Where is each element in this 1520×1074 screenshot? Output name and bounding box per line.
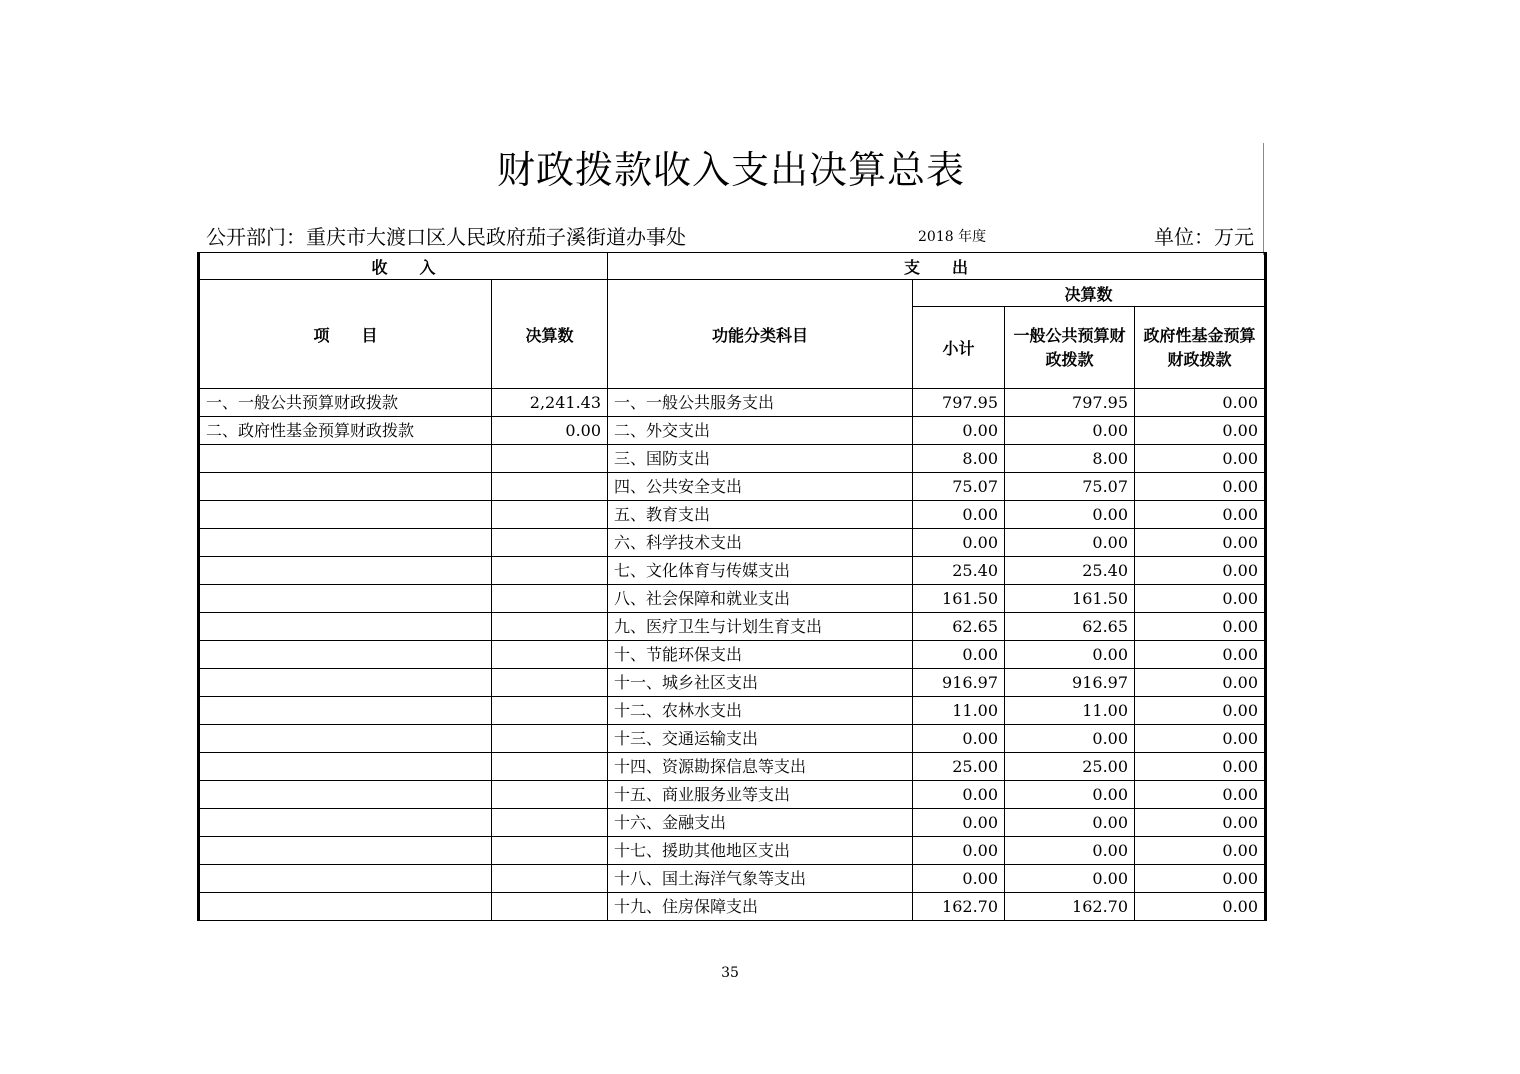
general-budget-cell: 0.00	[1005, 837, 1135, 865]
table-subheader-row	[199, 280, 1266, 307]
function-category-cell: 十五、商业服务业等支出	[608, 781, 913, 809]
income-amount-cell	[492, 809, 608, 837]
function-category-cell: 六、科学技术支出	[608, 529, 913, 557]
general-budget-cell: 0.00	[1005, 501, 1135, 529]
income-amount-cell	[492, 529, 608, 557]
gov-fund-cell: 0.00	[1135, 893, 1266, 921]
table-row	[199, 641, 1266, 669]
function-category-cell: 十一、城乡社区支出	[608, 669, 913, 697]
general-budget-cell: 0.00	[1005, 725, 1135, 753]
general-budget-cell: 25.00	[1005, 753, 1135, 781]
function-category-header: 功能分类科目	[608, 280, 913, 389]
table-row	[199, 585, 1266, 613]
gov-fund-cell: 0.00	[1135, 445, 1266, 473]
function-category-cell: 九、医疗卫生与计划生育支出	[608, 613, 913, 641]
gov-fund-cell: 0.00	[1135, 781, 1266, 809]
income-item-cell	[199, 809, 492, 837]
income-amount-header: 决算数	[492, 280, 608, 389]
income-item-cell	[199, 641, 492, 669]
gov-fund-cell: 0.00	[1135, 865, 1266, 893]
subtotal-cell: 0.00	[913, 501, 1005, 529]
function-category-cell: 十二、农林水支出	[608, 697, 913, 725]
income-amount-cell	[492, 557, 608, 585]
income-amount-cell: 2,241.43	[492, 389, 608, 417]
function-category-cell: 十六、金融支出	[608, 809, 913, 837]
gov-fund-header: 政府性基金预算财政拨款	[1135, 307, 1266, 389]
table-row	[199, 865, 1266, 893]
income-item-cell	[199, 529, 492, 557]
table-row	[199, 893, 1266, 921]
item-header: 项 目	[199, 280, 492, 389]
income-amount-cell	[492, 893, 608, 921]
function-category-cell: 一、一般公共服务支出	[608, 389, 913, 417]
income-amount-cell	[492, 697, 608, 725]
income-item-cell	[199, 557, 492, 585]
budget-table	[197, 252, 1267, 921]
income-item-cell	[199, 725, 492, 753]
function-category-cell: 十四、资源勘探信息等支出	[608, 753, 913, 781]
income-amount-cell	[492, 445, 608, 473]
income-item-cell	[199, 473, 492, 501]
subtotal-cell: 0.00	[913, 641, 1005, 669]
income-item-cell	[199, 697, 492, 725]
table-row	[199, 753, 1266, 781]
table-row	[199, 529, 1266, 557]
income-item-cell	[199, 837, 492, 865]
income-item-cell	[199, 445, 492, 473]
table-body	[199, 389, 1266, 921]
income-item-cell: 二、政府性基金预算财政拨款	[199, 417, 492, 445]
income-item-cell	[199, 781, 492, 809]
subtotal-cell: 25.00	[913, 753, 1005, 781]
table-row	[199, 557, 1266, 585]
expense-group-header: 支 出	[608, 253, 1266, 280]
income-item-cell	[199, 669, 492, 697]
income-item-cell	[199, 893, 492, 921]
gov-fund-cell: 0.00	[1135, 669, 1266, 697]
table-row	[199, 781, 1266, 809]
subtotal-cell: 161.50	[913, 585, 1005, 613]
table-row	[199, 613, 1266, 641]
table-row	[199, 669, 1266, 697]
function-category-cell: 十八、国土海洋气象等支出	[608, 865, 913, 893]
gov-fund-cell: 0.00	[1135, 501, 1266, 529]
unit-label: 单位：万元	[1154, 225, 1254, 249]
subtotal-cell: 62.65	[913, 613, 1005, 641]
income-item-cell	[199, 501, 492, 529]
table-row	[199, 809, 1266, 837]
income-amount-cell	[492, 669, 608, 697]
income-amount-cell	[492, 753, 608, 781]
general-budget-cell: 916.97	[1005, 669, 1135, 697]
income-amount-cell	[492, 501, 608, 529]
subtotal-cell: 0.00	[913, 809, 1005, 837]
table-row	[199, 417, 1266, 445]
gov-fund-cell: 0.00	[1135, 557, 1266, 585]
general-budget-cell: 62.65	[1005, 613, 1135, 641]
function-category-cell: 八、社会保障和就业支出	[608, 585, 913, 613]
income-amount-cell	[492, 613, 608, 641]
subtotal-header: 小计	[913, 307, 1005, 389]
income-amount-cell	[492, 837, 608, 865]
general-budget-cell: 0.00	[1005, 417, 1135, 445]
fiscal-year-label: 2018 年度	[918, 229, 987, 245]
table-row	[199, 473, 1266, 501]
subtotal-cell: 916.97	[913, 669, 1005, 697]
table-row	[199, 837, 1266, 865]
gov-fund-cell: 0.00	[1135, 753, 1266, 781]
subtotal-cell: 25.40	[913, 557, 1005, 585]
table-group-header	[199, 253, 1266, 280]
gov-fund-cell: 0.00	[1135, 697, 1266, 725]
income-item-cell	[199, 585, 492, 613]
income-item-cell: 一、一般公共预算财政拨款	[199, 389, 492, 417]
subtotal-cell: 797.95	[913, 389, 1005, 417]
expense-amount-group-header: 决算数	[913, 280, 1266, 307]
subtotal-cell: 162.70	[913, 893, 1005, 921]
general-budget-header: 一般公共预算财政拨款	[1005, 307, 1135, 389]
income-item-cell	[199, 753, 492, 781]
table-row	[199, 501, 1266, 529]
function-category-cell: 十三、交通运输支出	[608, 725, 913, 753]
income-group-header: 收 入	[199, 253, 608, 280]
income-amount-cell	[492, 473, 608, 501]
function-category-cell: 十九、住房保障支出	[608, 893, 913, 921]
general-budget-cell: 25.40	[1005, 557, 1135, 585]
function-category-cell: 四、公共安全支出	[608, 473, 913, 501]
subtotal-cell: 0.00	[913, 837, 1005, 865]
subtotal-cell: 0.00	[913, 781, 1005, 809]
general-budget-cell: 162.70	[1005, 893, 1135, 921]
subtotal-cell: 0.00	[913, 529, 1005, 557]
department-label: 公开部门：重庆市大渡口区人民政府茄子溪街道办事处	[206, 225, 686, 249]
general-budget-cell: 8.00	[1005, 445, 1135, 473]
table-row	[199, 445, 1266, 473]
income-amount-cell	[492, 865, 608, 893]
gov-fund-cell: 0.00	[1135, 529, 1266, 557]
table-row	[199, 389, 1266, 417]
general-budget-cell: 797.95	[1005, 389, 1135, 417]
function-category-cell: 二、外交支出	[608, 417, 913, 445]
general-budget-cell: 0.00	[1005, 641, 1135, 669]
function-category-cell: 五、教育支出	[608, 501, 913, 529]
subtotal-cell: 0.00	[913, 865, 1005, 893]
table-row	[199, 697, 1266, 725]
function-category-cell: 十七、援助其他地区支出	[608, 837, 913, 865]
general-budget-cell: 11.00	[1005, 697, 1135, 725]
subtotal-cell: 0.00	[913, 725, 1005, 753]
income-amount-cell	[492, 641, 608, 669]
gov-fund-cell: 0.00	[1135, 417, 1266, 445]
document-title: 财政拨款收入支出决算总表	[496, 148, 965, 192]
function-category-cell: 三、国防支出	[608, 445, 913, 473]
income-amount-cell	[492, 725, 608, 753]
gov-fund-cell: 0.00	[1135, 725, 1266, 753]
subtotal-cell: 0.00	[913, 417, 1005, 445]
function-category-cell: 十、节能环保支出	[608, 641, 913, 669]
gov-fund-cell: 0.00	[1135, 585, 1266, 613]
function-category-cell: 七、文化体育与传媒支出	[608, 557, 913, 585]
general-budget-cell: 161.50	[1005, 585, 1135, 613]
subtotal-cell: 75.07	[913, 473, 1005, 501]
gov-fund-cell: 0.00	[1135, 837, 1266, 865]
gov-fund-cell: 0.00	[1135, 613, 1266, 641]
gov-fund-cell: 0.00	[1135, 641, 1266, 669]
general-budget-cell: 0.00	[1005, 529, 1135, 557]
income-amount-cell: 0.00	[492, 417, 608, 445]
income-amount-cell	[492, 585, 608, 613]
general-budget-cell: 0.00	[1005, 781, 1135, 809]
general-budget-cell: 0.00	[1005, 865, 1135, 893]
gov-fund-cell: 0.00	[1135, 473, 1266, 501]
income-item-cell	[199, 613, 492, 641]
gov-fund-cell: 0.00	[1135, 389, 1266, 417]
general-budget-cell: 0.00	[1005, 809, 1135, 837]
income-amount-cell	[492, 781, 608, 809]
subtotal-cell: 8.00	[913, 445, 1005, 473]
subtotal-cell: 11.00	[913, 697, 1005, 725]
table-row	[199, 725, 1266, 753]
gov-fund-cell: 0.00	[1135, 809, 1266, 837]
income-item-cell	[199, 865, 492, 893]
general-budget-cell: 75.07	[1005, 473, 1135, 501]
page-number: 35	[721, 965, 739, 981]
